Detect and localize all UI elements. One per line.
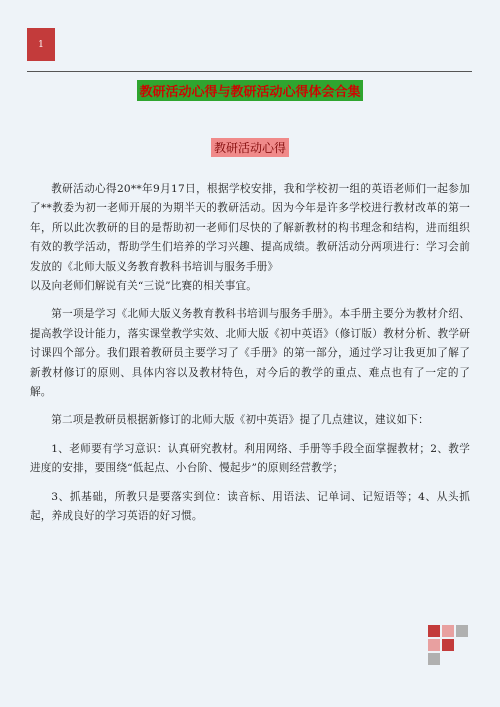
header-rule — [27, 71, 472, 72]
paragraph-6: 3、抓基础，所教只是要落实到位：读音标、用语法、记单词、记短语等；4、从头抓起，养成良好的学习英语的好习惯。 — [30, 490, 470, 523]
paragraph-2: 以及向老师们解说有关“三说”比赛的相关事宜。 — [30, 280, 258, 293]
page-number: 1 — [38, 39, 44, 50]
paragraph-1: 教研活动心得20**年9月17日，根据学校安排，我和学校初一组的英语老师们一起参加了**教委为初一老师开展的为期半天的教研活动。因为今年是许多学校进行教材改革的第一年，所以此次教研的目的是帮助初一老师们尽快的了解新教材的构书理念和结构，进而组织有效的教学活动，帮助学生们培养的学习兴趣、提高成绩。教研活动分两项进行：学习会前发放的《北师大版义务教育教科书培训与服务手册》 — [30, 183, 470, 273]
document-title — [0, 80, 500, 101]
page-number-badge — [27, 28, 55, 61]
body-text — [30, 180, 470, 527]
section-title — [0, 137, 500, 157]
paragraph-3: 第一项是学习《北师大版义务教育教科书培训与服务手册》。本手册主要分为教材介绍、提高教学设计能力，落实课堂教学实效、北师大版《初中英语》（修订版）教材分析、教学研讨课四个部分。我们跟着教研员主要学习了《手册》的第一部分，通过学习让我更加了解了新教材修订的原则、具体内容以及教材特色，对今后的教学的重点、难点也有了一定的了解。 — [30, 308, 470, 399]
paragraph-4: 第二项是教研员根据新修订的北师大版《初中英语》提了几点建议，建议如下： — [51, 414, 429, 427]
corner-decoration-icon — [428, 625, 468, 665]
section-title-text: 教研活动心得 — [211, 138, 289, 157]
document-title-text: 教研活动心得与教研活动心得体会合集 — [137, 80, 362, 101]
paragraph-5: 1、老师要有学习意识：认真研究教材。利用网络、手册等手段全面掌握教材；2、教学进度的安排，要围绕“低起点、小台阶、慢起步”的原则经营教学； — [30, 442, 470, 475]
